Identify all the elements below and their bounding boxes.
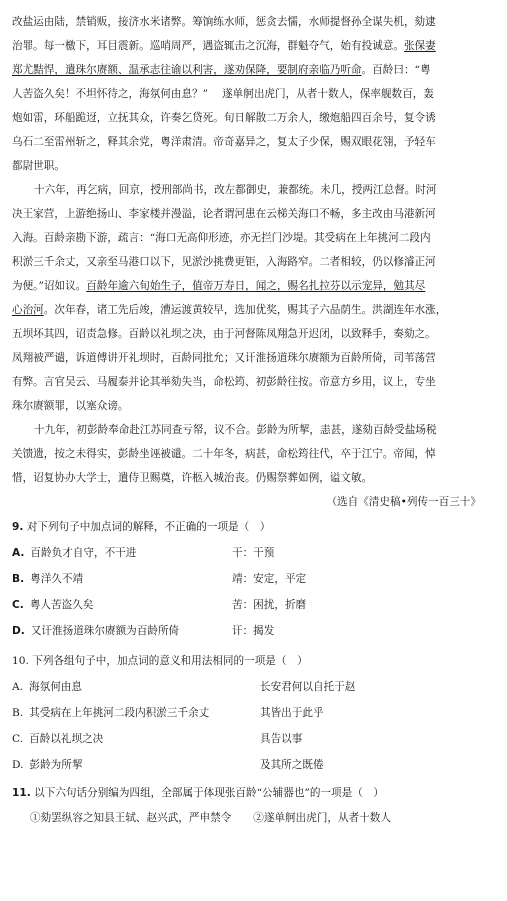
- option-left: [12, 726, 260, 752]
- question-9-options: [12, 540, 495, 644]
- underlined-text: 张保妻: [403, 40, 436, 52]
- option-gloss: 干：干预: [232, 547, 275, 559]
- question-10-option: [12, 752, 495, 778]
- passage-line: [12, 34, 495, 58]
- passage-line: [12, 250, 495, 274]
- question-11: [12, 780, 495, 806]
- question-10-option: [12, 700, 495, 726]
- passage-line: [12, 322, 495, 346]
- text-segment: 五坝坏其四，诏责急修。百龄以礼坝之决，由于河督陈凤翔急开迟闭，以致释手，奏劾之。: [12, 328, 436, 340]
- question-10-number: 10.: [12, 655, 29, 667]
- question-10: [12, 648, 495, 674]
- option-gloss: 苦：困扰，折磨: [232, 599, 307, 611]
- question-9: [12, 514, 495, 540]
- text-segment: 积淤三千余丈，又亲至马港口以下，见淤沙挑费更钜，入海路窄。二者相较，仍以修濬正河: [12, 256, 436, 268]
- text-segment: 炮如雷，环船跪迓，立抚其众，许奏乞贷死。旬日解散二万余人，缴炮船四百余号，复令诱: [12, 112, 436, 124]
- question-9-option: [12, 540, 495, 566]
- passage-line: [12, 178, 495, 202]
- text-segment: 珠尔赓额罪，以塞众谤。: [12, 400, 129, 412]
- option-key: A.: [12, 547, 25, 559]
- text-segment: 改盐运由陆，禁销贩，接济水米诸弊。筹饷练水师，惩贪去懦，水师提督孙全谋失机，劾逮: [12, 16, 436, 28]
- option-sentence-text: 粤洋久不靖: [30, 573, 84, 585]
- text-segment: 十六年，再乞病，回京，授刑部尚书，改左都御史，兼都统。未几，授两江总督。时河: [34, 184, 437, 196]
- passage-line: [12, 298, 495, 322]
- question-9-option: [12, 618, 495, 644]
- option-left-text: 海氛何由息: [29, 681, 82, 693]
- option-key: D.: [12, 759, 24, 771]
- passage-line: [12, 106, 495, 130]
- option-key: C.: [12, 733, 24, 745]
- underlined-text: 心治河: [12, 304, 44, 316]
- question-11-sentences: [12, 806, 495, 830]
- option-sentence: [12, 592, 232, 618]
- option-left-text: 百龄以礼坝之决: [29, 733, 104, 745]
- text-segment: 惜，诏复协办大学士，遣侍卫赐奠，许柩入城治丧。仍赐祭葬如例，谥文敏。: [12, 472, 373, 484]
- passage-line: [12, 10, 495, 34]
- question-10-option: [12, 674, 495, 700]
- question-9-stem: 对下列句子中加点词的解释，不正确的一项是（ ）: [26, 521, 271, 533]
- question-9-option: [12, 566, 495, 592]
- text-segment: 决王家营，上游绝扬山、李家楼并漫溢，论者谓河患在云梯关海口不畅，多主改由马港新河: [12, 208, 436, 220]
- text-segment: 关馈遗，按之未得实，彭龄坐诬被谴。二十年冬，病甚，命松筠往代，卒于江宁。帝闻，悼: [12, 448, 436, 460]
- question-10-stem: 下列各组句子中，加点词的意义和用法相同的一项是（ ）: [32, 655, 308, 667]
- option-sentence-text: 粤人苦盗久矣: [29, 599, 94, 611]
- option-sentence: [12, 566, 232, 592]
- passage-line: [12, 226, 495, 250]
- option-right: 具告以事: [260, 733, 303, 745]
- text-segment: 都尉世职。: [12, 160, 65, 172]
- passage-line: [12, 466, 495, 490]
- option-sentence: [12, 618, 232, 644]
- option-right: 长安君何以自托于赵: [260, 681, 356, 693]
- passage-line: [12, 58, 495, 82]
- option-sentence: [12, 540, 232, 566]
- passage-line: [12, 394, 495, 418]
- text-segment: 为便。”诏如议。: [12, 280, 87, 292]
- passage-line: [12, 370, 495, 394]
- question-10-options: [12, 674, 495, 778]
- text-segment: 。百龄曰：“粤: [361, 64, 431, 76]
- option-gloss: 讦：揭发: [232, 625, 275, 637]
- question-11-number: 11.: [12, 787, 31, 799]
- passage-line: [12, 154, 495, 178]
- passage-line: [12, 418, 495, 442]
- underlined-text: 郑尤黠悍，遣珠尔赓额、温承志往谕以利害，遂劝保降，要制府亲临乃听命: [12, 64, 362, 76]
- option-key: A.: [12, 681, 24, 693]
- text-segment: 凤翔被严谴，诉道傅讲开礼坝时，百龄同批允；又讦淮扬道珠尔赓额为百龄所倚，司苇荡营: [12, 352, 436, 364]
- question-9-number: 9.: [12, 521, 24, 533]
- underlined-text: 百龄年逾六旬始生子，值帝万寿日，闻之，赐名扎拉芬以示宠异，勉其尽: [86, 280, 426, 292]
- passage-line: [12, 274, 495, 298]
- option-key: B.: [12, 707, 24, 719]
- question-9-option: [12, 592, 495, 618]
- source-citation: （选自《清史稿•列传一百三十》: [326, 496, 481, 508]
- text-segment: 乌石二至雷州斩之，释其余党，粤洋肃清。帝奇嘉异之，复太子少保，赐双眼花翎，予轻车: [12, 136, 436, 148]
- option-left-text: 彭龄为所挈: [29, 759, 83, 771]
- option-right: 其皆出于此乎: [260, 707, 324, 719]
- passage-line: [12, 442, 495, 466]
- option-left-text: 其受病在上年挑河二段内积淤三千余丈: [29, 707, 210, 719]
- option-gloss: 靖：安定，平定: [232, 573, 307, 585]
- passage-line: [12, 130, 495, 154]
- option-right: 及其所之既倦: [260, 759, 324, 771]
- question-11-sentence: ①劾罢纵容之知县王轼、赵兴武，严申禁令: [30, 812, 232, 824]
- option-left: [12, 674, 260, 700]
- question-11-stem: 以下六句话分别编为四组，全部属于体现张百龄“公辅器也”的一项是（ ）: [34, 787, 384, 799]
- text-segment: 入海。百龄亲勘下游，疏言：“海口无高仰形迹，亦无拦门沙堤。其受病在上年挑河二段内: [12, 232, 431, 244]
- passage-line: [12, 202, 495, 226]
- text-segment: 有弊。言官吴云、马履泰并论其举劾失当，命松筠、初彭龄往按。帝意方乡用，议上，专坐: [12, 376, 436, 388]
- question-10-option: [12, 726, 495, 752]
- option-left: [12, 752, 260, 778]
- option-sentence-text: 又讦淮扬道珠尔赓额为百龄所倚: [30, 625, 180, 637]
- text-segment: 治罪。每一檄下，耳目震新。巡哨周严，遇盗辄击之沉海，群魁夺气，始有投诚意。: [12, 40, 404, 52]
- question-11-sentence: ②遂单舸出虎门，从者十数人: [253, 812, 391, 824]
- option-key: D.: [12, 625, 25, 637]
- text-segment: 人苦盗久矣！不坦怀待之，海氛何由息？” 遂单舸出虎门，从者十数人，保率舰数百，轰: [12, 88, 434, 100]
- passage-line: [12, 82, 495, 106]
- option-sentence-text: 百龄负才自守，不干进: [30, 547, 137, 559]
- option-key: B.: [12, 573, 25, 585]
- option-key: C.: [12, 599, 24, 611]
- text-segment: 十九年，初彭龄奉命赴江苏同查亏帑，议不合。彭龄为所挈，恚甚，遂劾百龄受盐场税: [34, 424, 437, 436]
- option-left: [12, 700, 260, 726]
- passage-line: [12, 346, 495, 370]
- text-segment: 。次年春，诸工先后竣，漕运渡黄较早，选加优奖，赐其子六品荫生。洪湖连年水涨，: [43, 304, 447, 316]
- passage: [12, 10, 495, 490]
